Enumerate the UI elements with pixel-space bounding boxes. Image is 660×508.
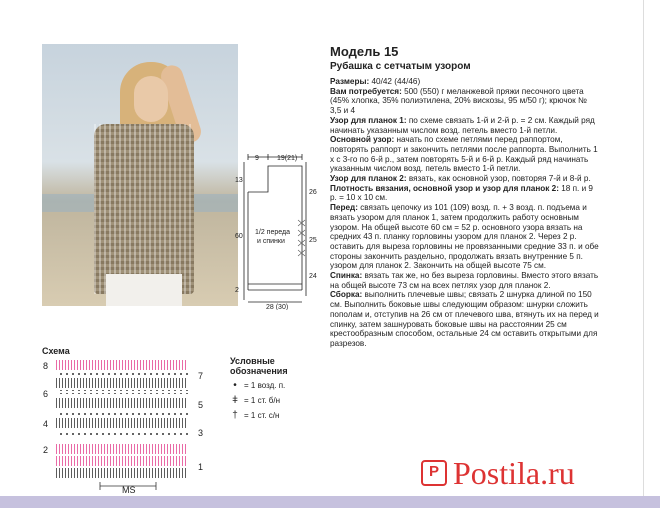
row-label-5: 5 (198, 400, 204, 410)
legend-title-line1: Условные (230, 356, 275, 366)
page-edge (643, 0, 644, 496)
crochet-chart (40, 356, 210, 496)
watermark-text: Postila.ru (453, 455, 575, 491)
dim-top-left: 9 (255, 155, 259, 162)
dim-left-13: 13 (235, 177, 243, 184)
model-photo (42, 44, 238, 306)
legend-item (230, 380, 320, 391)
legend-item-text: = 1 возд. п. (244, 381, 286, 390)
front-value: связать цепочку из 101 (109) возд. п. + 3 возд. п. подъема и вязать узором для планок 1, затем продолжить работу основным узором. На общей высоте 60 см = 52 р. основного узора вязать на средних 43 п. планку горловины узором для планок 2. Через 2 р. оставить для выреза горловины не провязанными средние 33 п. и обе стороны закончить раздельно, продолжать вязать внутренние 5 п. узором для планок 2. Закончить на общей высоте 75 см. (330, 203, 599, 271)
dim-left-60: 60 (235, 233, 243, 240)
legend-item (230, 395, 320, 406)
schema-title: Схема (42, 346, 70, 356)
assembly-paragraph (330, 290, 600, 348)
bottom-bar (0, 496, 660, 508)
dim-right-26: 26 (309, 189, 317, 196)
dim-right-25: 25 (309, 237, 317, 244)
dim-right-24: 24 (309, 273, 317, 280)
double-crochet-icon: † (232, 410, 238, 421)
row-label-7: 7 (198, 371, 204, 381)
postila-logo-icon: P (421, 460, 447, 486)
front-label: Перед: (330, 203, 358, 213)
gauge-paragraph (330, 184, 600, 203)
gauge-label: Плотность вязания, основной узор и узор для планок 2: (330, 183, 559, 193)
assembly-label: Сборка: (330, 290, 363, 300)
planks1-label: Узор для планок 1: (330, 115, 407, 125)
postila-watermark (421, 456, 575, 490)
dim-left-2: 2 (235, 287, 239, 294)
planks1-value: по схеме связать 1-й и 2-й р. = 2 см. Каждый ряд начинать указанным числом возд. петель вместо 1-й петли. (330, 115, 595, 135)
sizes-label: Размеры: (330, 77, 370, 86)
model-face (134, 76, 168, 122)
main-pattern-paragraph (330, 135, 600, 174)
pattern-diagram (226, 150, 328, 310)
main-pattern-label: Основной узор: (330, 135, 395, 145)
sizes-paragraph (330, 77, 600, 87)
instructions-text (330, 77, 600, 349)
sizes-value: 40/42 (44/46) (371, 77, 421, 86)
gauge-value: 18 п. и 9 р. = 10 х 10 см. (330, 183, 593, 203)
dim-top-right: 19(21) (277, 155, 298, 162)
row-label-8: 8 (43, 361, 49, 371)
legend-title-line2: обозначения (230, 366, 288, 376)
model-subtitle: Рубашка с сетчатым узором (330, 61, 471, 72)
planks2-label: Узор для планок 2: (330, 174, 407, 184)
mesh-tunic (94, 124, 194, 294)
planks2-paragraph (330, 174, 600, 184)
assembly-value: выполнить плечевые швы; связать 2 шнурка длиной по 150 см. Выполнить боковые швы следующим образом: шнурки сложить пополам и, отступив на 26 см от плечевого шва, втянуть их на перед и спинку, затем зашнуровать боковые швы на расстоянии 25 см крестообразным способом, остальные 24 см оставить открытыми для разрезов. (330, 290, 599, 348)
model-title: Модель 15 (330, 44, 399, 59)
row-label-2: 2 (43, 445, 49, 455)
back-label: Спинка: (330, 271, 363, 281)
chain-stitch-icon: • (233, 380, 237, 391)
row-label-6: 6 (43, 389, 49, 399)
white-pants (106, 274, 182, 306)
legend-item (230, 410, 320, 421)
planks1-paragraph (330, 116, 600, 135)
legend (230, 356, 320, 421)
row-label-1: 1 (198, 462, 204, 472)
repeat-label: MS (122, 485, 136, 495)
materials-label: Вам потребуется: (330, 86, 402, 96)
planks2-value: вязать, как основной узор, повторяя 7-й и 8-й р. (408, 174, 591, 184)
back-paragraph (330, 271, 600, 290)
materials-paragraph (330, 87, 600, 116)
diagram-center-line1: 1/2 переда (255, 229, 290, 236)
row-label-3: 3 (198, 428, 204, 438)
dim-bottom: 28 (30) (266, 304, 289, 310)
single-crochet-icon: ǂ (232, 395, 238, 406)
legend-item-text: = 1 ст. б/н (244, 396, 281, 405)
front-paragraph (330, 203, 600, 271)
main-pattern-value: начать по схеме петлями перед раппортом, повторять раппорт и закончить петлями после раппорта. Выполнить 1 х с 3-го по 6-й р., затем повторять 5-й и 6-й р. Каждый ряд начинать указанным числом возд. петель вместо 1-й петли. (330, 135, 598, 174)
legend-item-text: = 1 ст. с/н (244, 411, 280, 420)
materials-value: 500 (550) г меланжевой пряжи песочного цвета (45% хлопка, 35% полиэтилена, 20% вискозы, 95 м/50 г); крючок № 3,5 и 4 (330, 86, 587, 116)
diagram-center-line2: и спинки (257, 238, 285, 245)
back-value: вязать так же, но без выреза горловины. Вместо этого вязать на общей высоте 73 см на всех петлях узор для планок 2. (330, 271, 599, 290)
row-label-4: 4 (43, 419, 49, 429)
